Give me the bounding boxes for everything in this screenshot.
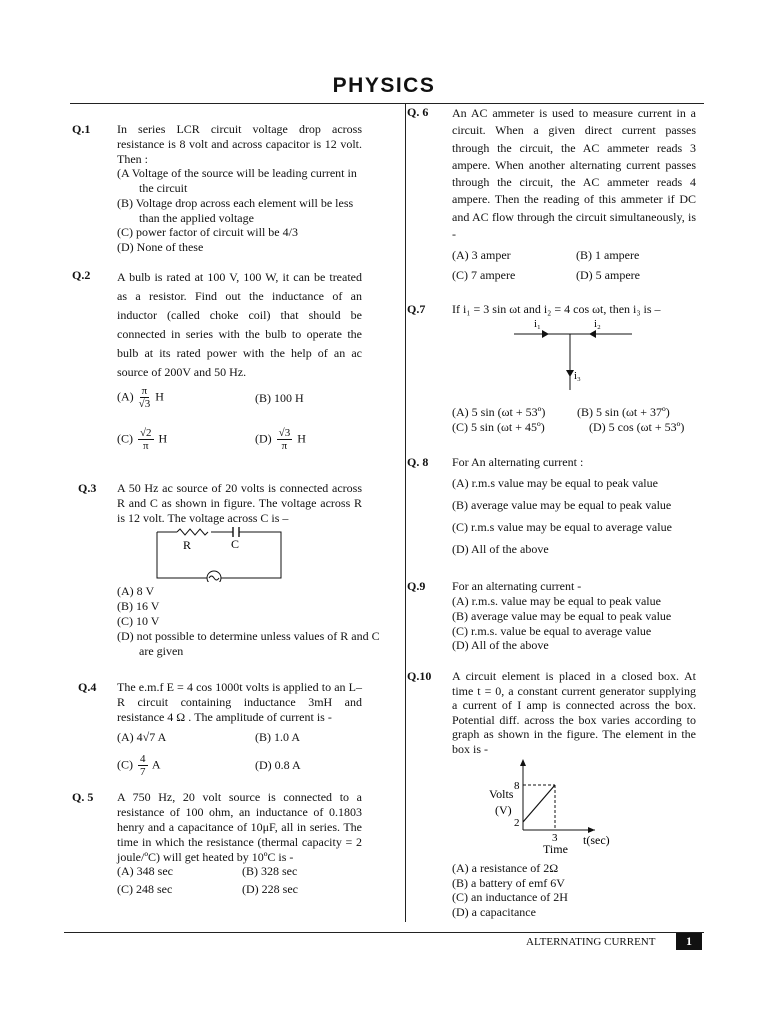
graph-y-label: Volts [489,787,514,801]
circuit-wire [157,532,281,578]
option-b: (B) 16 V [117,599,160,613]
question-number: Q.7 [407,302,426,316]
option-b: (B) 1 ampere [576,248,640,262]
option-d: (D) 5 ampere [576,268,640,282]
graph-tick-label: 3 [552,832,558,844]
option-a: (A) r.m.s. value may be equal to peak value [452,594,661,608]
question-number: Q.3 [78,481,97,495]
arrow-right-icon [542,330,549,338]
question-number: Q.9 [407,579,426,593]
ac-source-symbol [207,571,221,582]
question-number: Q. 5 [72,790,94,804]
question-text: If i₁ = 3 sin ωt and i₂ = 4 cos ωt, then i₃ is – [452,302,661,316]
y-axis-arrow-icon [520,759,526,766]
graph-line [523,785,555,822]
option-a: (A) 3 amper [452,248,511,262]
fraction: $\frac{4}{7}$ [140,753,146,778]
voltage-time-graph [485,758,645,858]
option-d: (D) All of the above [452,638,549,652]
option-d: (D) 228 sec [242,882,298,896]
option-a: (A) 348 sec [117,864,173,878]
question-text: A 50 Hz ac source of 20 volts is connected across R and C as shown in figure. The voltage across R is 12 volt. The voltage across C is – [117,481,362,525]
option-c: (C) 10 V [117,614,160,628]
question-number: Q. 8 [407,455,429,469]
graph-tick-label: 2 [514,817,520,829]
graph-y-unit: (V) [495,803,512,817]
column-divider [405,104,406,922]
current-label-i1: i₁ [534,318,541,330]
current-junction-diagram [512,318,642,393]
option-c: (C) r.m.s value may be equal to average value [452,520,672,534]
fraction: $\frac{\pi}{√3}$ [138,385,151,410]
option-d: (D) 0.8 A [255,758,301,772]
option-c: (C) 7 ampere [452,268,516,282]
option-d: (D) All of the above [452,542,549,556]
question-text: A 750 Hz, 20 volt source is connected to a resistance of 100 ohm, an inductance of 0.1803 henry and a capacitance of 10μF, all in series. The time in which the resistance (thermal capacity = 2 joule/ºC) will get heated by 10ºC is - [117,790,362,864]
arrow-left-icon [589,330,596,338]
option-b: (B) a battery of emf 6V [452,876,565,890]
arrow-down-icon [566,370,574,377]
question-text: The e.m.f E = 4 cos 1000t volts is applied to an L–R circuit containing inductance 3mH and resistance 4 Ω . The amplitude of current is - [117,680,362,724]
graph-x-label: t(sec) [583,833,610,847]
question-number: Q.1 [72,122,91,136]
option-a: (A Voltage of the source will be leading current in the circuit [117,166,357,195]
option-d: (D) a capacitance [452,905,536,919]
graph-tick-label: 8 [514,780,520,792]
footer-rule [64,932,704,933]
option-c: (C) $\frac{√2}{\pi}$ H [117,427,168,452]
option-b: (B) Voltage drop across each element will be less than the applied voltage [117,196,354,225]
graph-time-label: Time [543,842,568,856]
option-b: (B) 1.0 A [255,730,300,744]
question-text: For An alternating current : [452,455,584,469]
option-c: (C) power factor of circuit will be 4/3 [117,225,298,239]
current-label-i3: i₃ [574,370,581,382]
question-number: Q.10 [407,669,432,683]
option-c: (C) r.m.s. value be equal to average value [452,624,652,638]
question-text: An AC ammeter is used to measure current in a circuit. When a given direct current passes through the circuit, the AC ammeter reads 3 ampere. When another alternating current passes through the circuit, the AC ammeter reads 4 ampere. Then the reading of this ammeter if DC and AC flow through the circuit simultaneously, is - [452,106,696,242]
option-c: (C) 5 sin (ωt + 45º) [452,420,545,434]
option-a: (A) 4√7 A [117,730,167,744]
option-b: (B) 5 sin (ωt + 37º) [577,405,670,419]
option-a: (A) 5 sin (ωt + 53º) [452,405,546,419]
option-d: (D) 5 cos (ωt + 53º) [589,420,685,434]
question-number: Q.2 [72,268,91,282]
question-number: Q. 6 [407,105,429,119]
option-c: (C) $\frac{4}{7}$ A [117,753,161,778]
option-b: (B) 328 sec [242,864,298,878]
capacitor-label: C [231,537,240,551]
option-b: (B) average value may be equal to peak value [452,609,672,623]
option-b: (B) 100 H [255,391,304,405]
option-a: (A) 8 V [117,584,155,598]
resistor-symbol [177,529,208,535]
question-number: Q.4 [78,680,97,694]
resistor-label: R [183,538,192,552]
chapter-name: ALTERNATING CURRENT [526,936,656,948]
page-title: PHYSICS [332,74,436,97]
fraction: $\frac{√2}{\pi}$ [140,427,152,452]
question-text: In series LCR circuit voltage drop across resistance is 8 volt and across capacitor is 12 volt. Then : [117,122,362,166]
option-d: (D) not possible to determine unless values of R and C are given [117,629,380,658]
page-number: 1 [676,933,702,950]
question-text: For an alternating current - [452,579,582,593]
fraction: $\frac{√3}{\pi}$ [278,427,291,452]
option-a: (A) r.m.s value may be equal to peak value [452,476,658,490]
option-a: (A) $\frac{\pi}{√3}$ H [117,385,164,410]
current-label-i2: i₂ [594,318,601,330]
option-d: (D) $\frac{√3}{\pi}$ H [255,427,306,452]
option-a: (A) a resistance of 2Ω [452,861,559,875]
question-text: A bulb is rated at 100 V, 100 W, it can be treated as a resistor. Find out the inductance of an inductor (called choke coil) that should be connected in series with the bulb to operate the bulb at its rated power with the help of an ac source of 200V and 50 Hz. [117,270,362,379]
option-d: (D) None of these [117,240,204,254]
rc-circuit-diagram [155,526,285,582]
header-rule [70,103,704,104]
option-b: (B) average value may be equal to peak value [452,498,672,512]
option-c: (C) an inductance of 2H [452,890,568,904]
question-text: A circuit element is placed in a closed box. At time t = 0, a constant current generator supplying a current of I amp is connected across the box. Potential diff. across the box varies according to graph as shown in the figure. The element in the box is - [452,669,696,756]
option-c: (C) 248 sec [117,882,173,896]
